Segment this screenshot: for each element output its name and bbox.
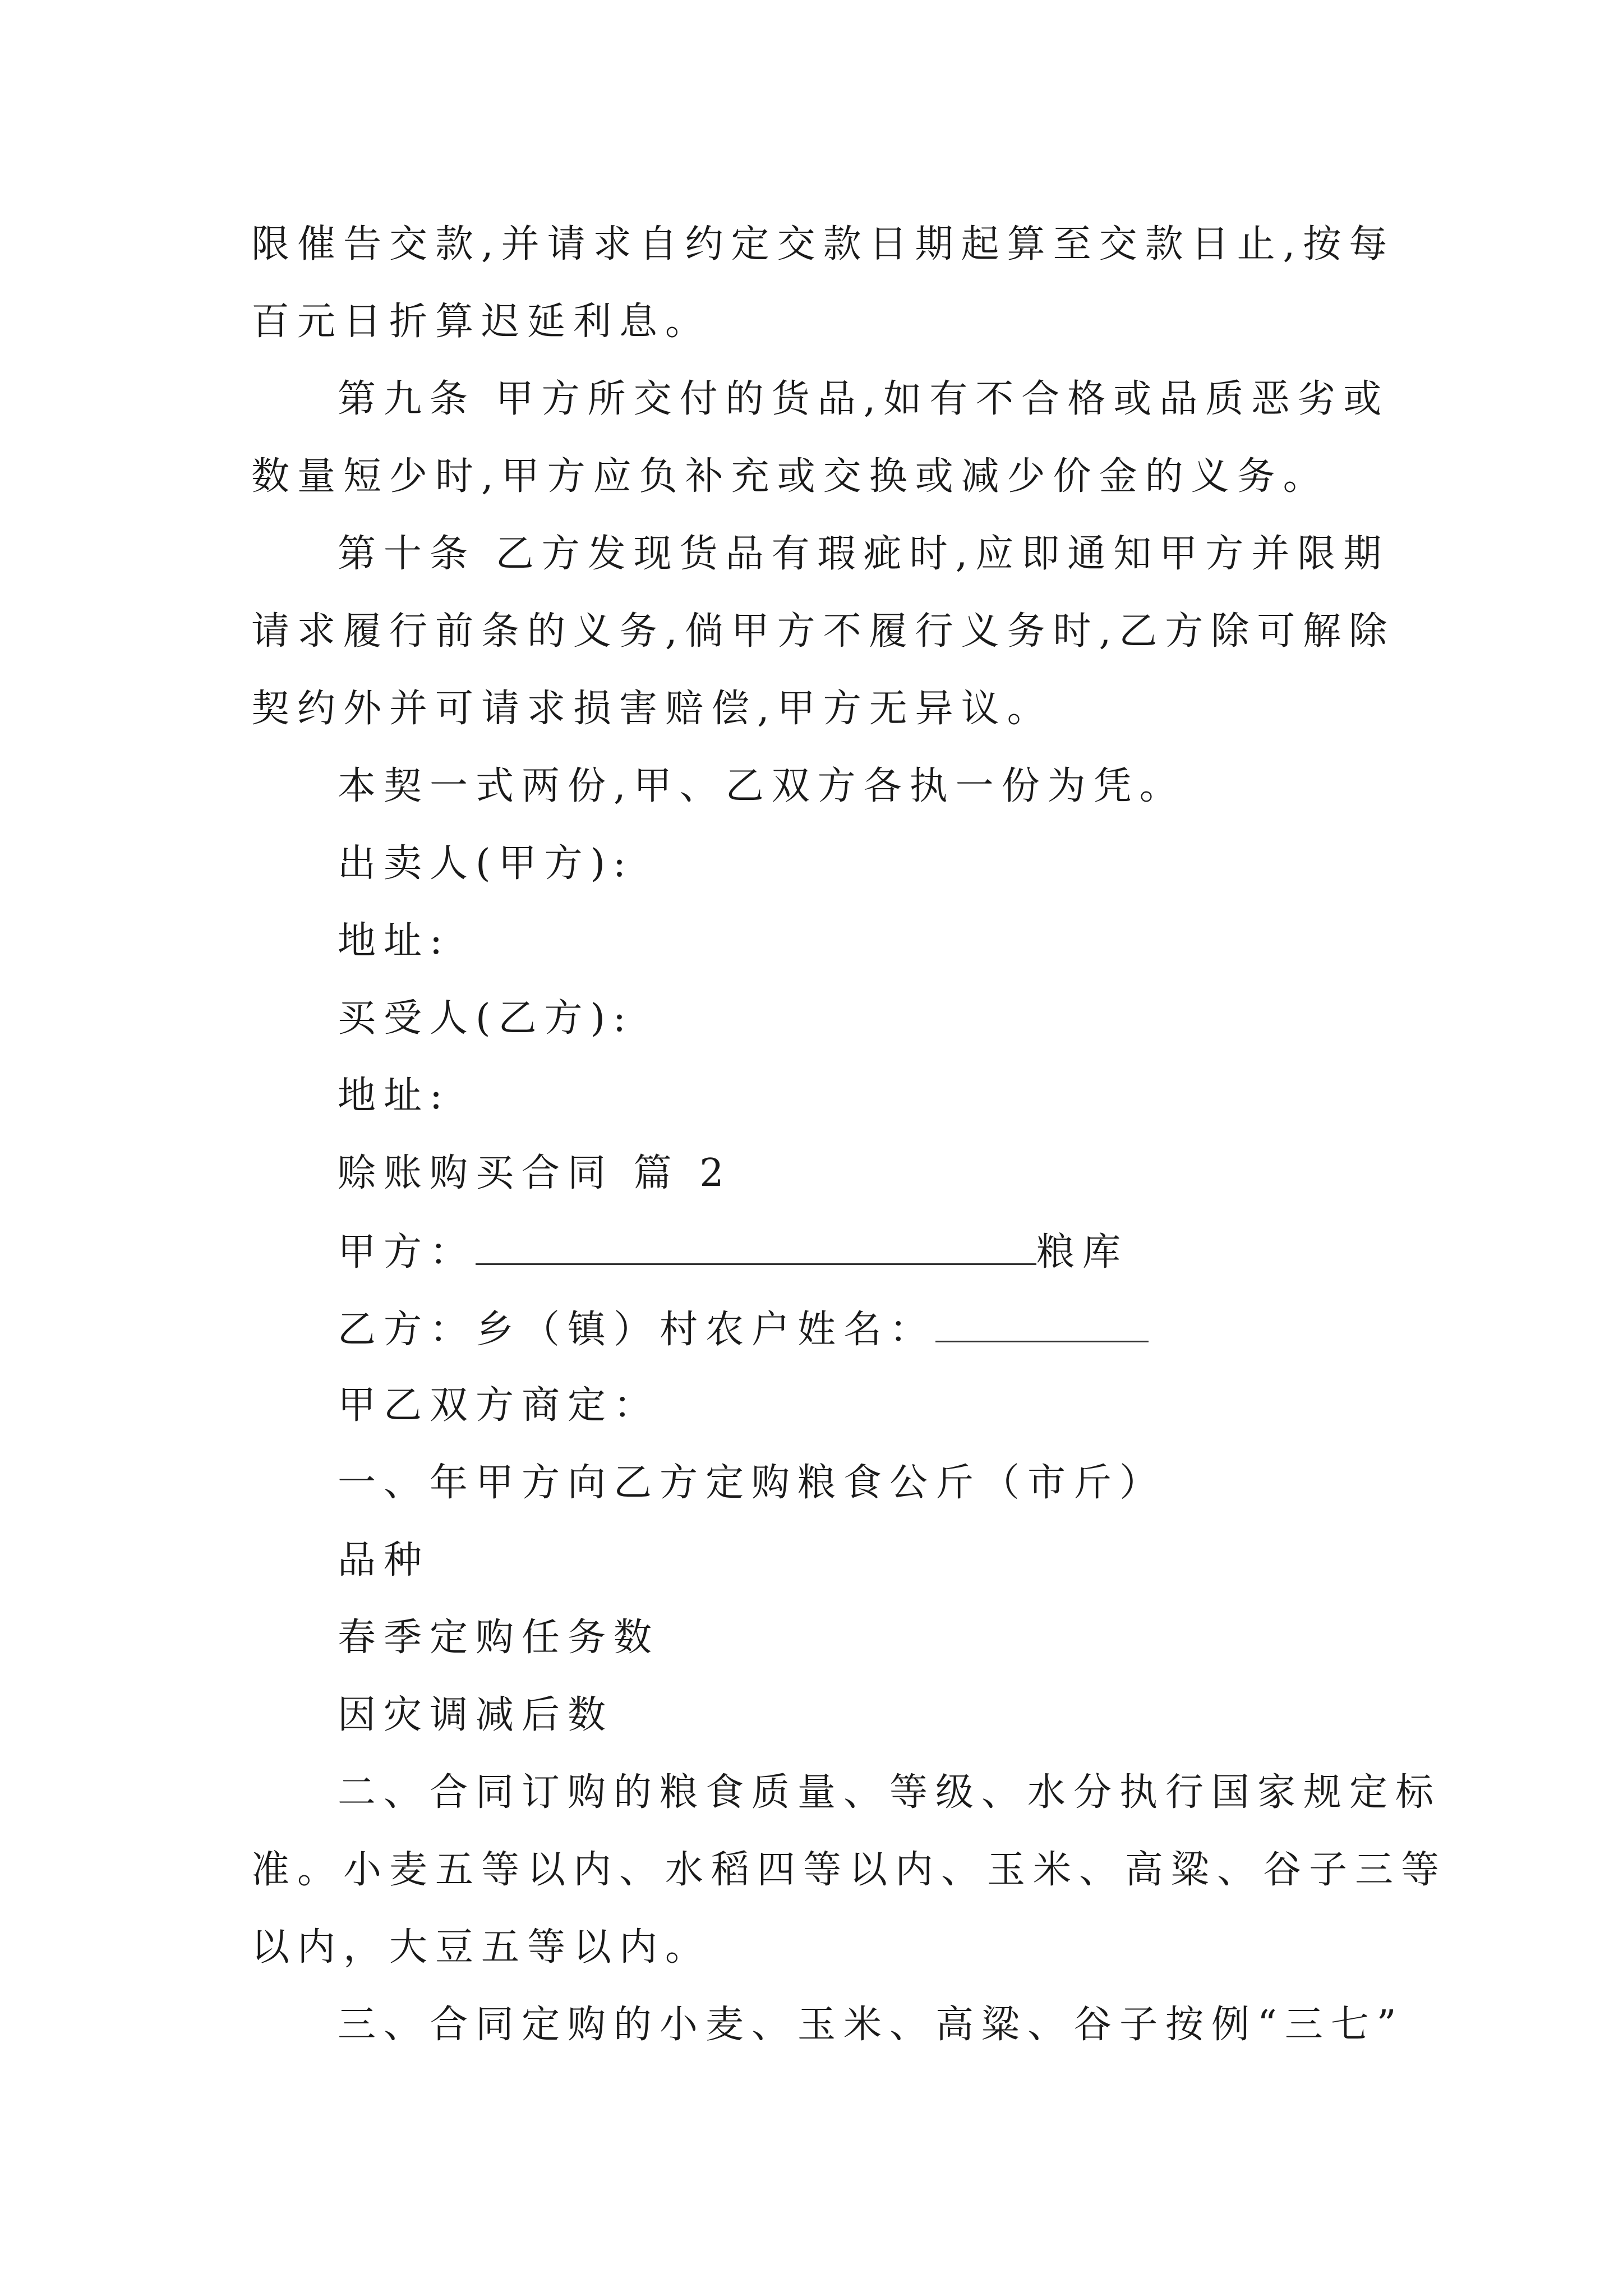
- spring-quota-label: 春季定购任务数: [338, 1616, 660, 1660]
- party-a-label: 甲方：: [338, 1230, 476, 1274]
- paragraph-line: 以内，大豆五等以内。: [251, 1925, 712, 1970]
- paragraph-line: 数量短少时,甲方应负补充或交换或减少价金的义务。: [251, 454, 1329, 499]
- buyer-address-label: 地址:: [338, 1074, 450, 1118]
- clause-two-line: 二、合同订购的粮食质量、等级、水分执行国家规定标: [338, 1770, 1442, 1815]
- agreement-line: 甲乙双方商定：: [338, 1383, 660, 1428]
- copies-statement: 本契一式两份,甲、乙双方各执一份为凭。: [338, 764, 1186, 808]
- seller-address-label: 地址:: [338, 919, 450, 963]
- seller-label: 出卖人(甲方):: [338, 841, 634, 886]
- party-b-label: 乙方：乡（镇）村农户姓名：: [338, 1308, 936, 1352]
- paragraph-line: 请求履行前条的义务,倘甲方不履行义务时,乙方除可解除: [251, 609, 1395, 654]
- party-b-line: [338, 1308, 1149, 1352]
- paragraph-line: 准。小麦五等以内、水稻四等以内、玉米、高粱、谷子三等: [251, 1848, 1447, 1892]
- party-a-blank: [476, 1232, 1036, 1265]
- clause-three-line: 三、合同定购的小麦、玉米、高粱、谷子按例“三七”: [338, 2003, 1404, 2047]
- section-heading: 赊账购买合同 篇 2: [338, 1151, 732, 1195]
- paragraph-line: 百元日折算迟延利息。: [251, 300, 712, 344]
- article-nine-line: 第九条 甲方所交付的货品,如有不合格或品质恶劣或: [338, 377, 1390, 421]
- party-a-line: [338, 1232, 1128, 1272]
- clause-one-line: 一、年甲方向乙方定购粮食公斤（市斤）: [338, 1461, 1166, 1505]
- variety-label: 品种: [338, 1538, 430, 1582]
- buyer-label: 买受人(乙方):: [338, 996, 634, 1041]
- party-a-suffix: 粮库: [1036, 1230, 1129, 1274]
- article-ten-line: 第十条 乙方发现货品有瑕疵时,应即通知甲方并限期: [338, 532, 1390, 576]
- disaster-adjusted-label: 因灾调减后数: [338, 1693, 614, 1737]
- paragraph-line: 契约外并可请求损害赔偿,甲方无异议。: [251, 687, 1053, 731]
- paragraph-line: 限催告交款,并请求自约定交款日期起算至交款日止,按每: [251, 222, 1395, 266]
- party-b-blank: [935, 1309, 1149, 1342]
